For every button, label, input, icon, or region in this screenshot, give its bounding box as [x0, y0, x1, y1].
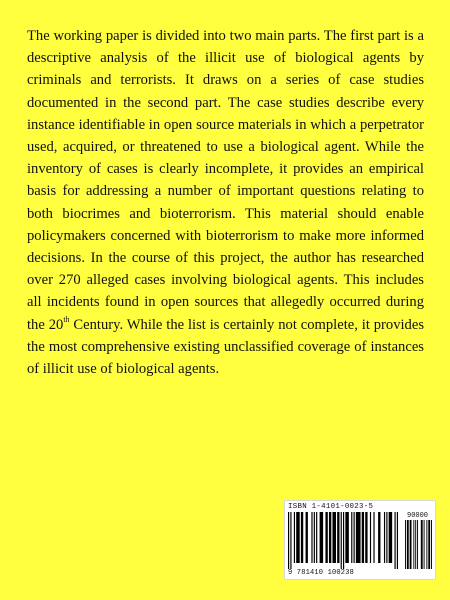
barcode-bar — [405, 520, 406, 569]
barcode-bar — [320, 512, 324, 563]
barcode-bar — [362, 512, 364, 563]
barcode-bar — [341, 512, 342, 569]
barcode-bar — [316, 512, 317, 563]
barcode-bar — [354, 512, 355, 563]
ean-digits-label: 9 781410 100238 — [288, 569, 355, 577]
barcode-bar — [365, 512, 367, 563]
ean-barcode-bars — [288, 512, 398, 569]
barcode-bar — [413, 520, 414, 569]
barcode-bar — [306, 512, 308, 563]
barcode-bar — [345, 512, 349, 563]
barcode-bar — [421, 520, 423, 569]
barcode-bar — [329, 512, 331, 563]
barcode-bar — [431, 520, 432, 569]
isbn-label: ISBN 1-4101-0023-5 — [288, 503, 374, 511]
description-text-part1: The working paper is divided into two main parts. The first part is a descriptive analysis of the illicit use of biological agents by criminals and terrorists. It draws on a series of case studies documented in the second part. The case studies describe every instance identifiable in open source materials in which a perpetrator used, acquired, or threatened to use a biological agent. While the inventory of cases is clearly incomplete, it provides an empirical basis for addressing a number of important questions relating to both biocrimes and bioterrorism. This material should enable policymakers concerned with bioterrorism to make more informed decisions. In the course of this project, the author has researched over 270 alleged cases involving biological agents. This includes all incidents found in open sources that allegedly occurred during the 20 — [27, 28, 424, 333]
barcode-bar — [294, 512, 295, 563]
barcode-bar — [426, 520, 427, 569]
barcode-bar — [343, 512, 344, 569]
isbn-barcode — [284, 500, 436, 580]
barcode-bar — [296, 512, 300, 563]
barcode-bar — [370, 512, 371, 563]
barcode-bar — [389, 512, 393, 563]
barcode-bar — [356, 512, 361, 563]
barcode-bar — [410, 520, 412, 569]
barcode-bar — [332, 512, 336, 563]
back-cover-description — [27, 25, 424, 380]
barcode-bar — [301, 512, 303, 563]
barcode-bar — [325, 512, 327, 563]
price-code-label: 90000 — [407, 512, 429, 520]
barcode-bar — [311, 512, 312, 563]
barcode-bar — [384, 512, 385, 563]
barcode-bar — [428, 520, 430, 569]
addon-barcode-bars — [405, 520, 432, 569]
barcode-bar — [407, 520, 409, 569]
barcode-bar — [386, 512, 387, 563]
barcode-bar — [373, 512, 374, 563]
barcode-bar — [424, 520, 425, 569]
barcode-bar — [351, 512, 352, 563]
barcode-bar — [337, 512, 339, 563]
barcode-bar — [290, 512, 291, 569]
barcode-bar — [394, 512, 395, 569]
barcode-bar — [397, 512, 398, 569]
description-text-part2: Century. While the list is certainly not complete, it provides the most comprehensive existing unclassified coverage of instances of illicit use of biological agents. — [27, 316, 425, 378]
barcode-bar — [378, 512, 380, 563]
barcode-bar — [417, 520, 418, 569]
barcode-bar — [314, 512, 315, 563]
ordinal-suffix: th — [63, 314, 70, 324]
barcode-bar — [415, 520, 416, 569]
barcode-bar — [288, 512, 289, 569]
